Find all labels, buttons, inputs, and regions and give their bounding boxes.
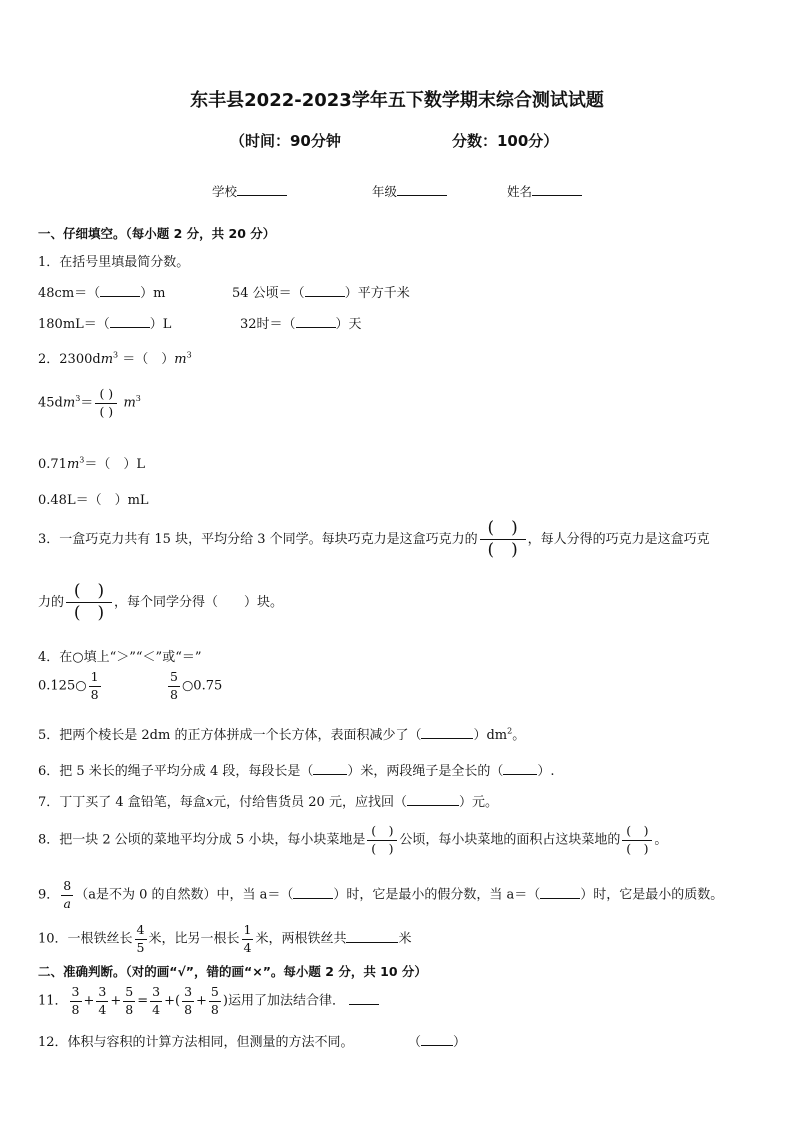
time-label: （时间：90分钟 (230, 132, 341, 150)
q8: 8．把一块 2 公顷的菜地平均分成 5 小块，每小块菜地是 $\frac{( )}{( )}$ 公顷，每小块菜地的面积占这块菜地的 $\frac{( )}{( )}$ 。 (38, 823, 668, 856)
q2-d: 0.48L＝（ ）mL (38, 493, 149, 508)
q4-text: 4．在○填上“＞”“＜”或“＝” (38, 650, 202, 665)
q3-line2: 力的 ( ) ( ) ，每个同学分得（ ）块。 (38, 581, 284, 623)
q12: 12．体积与容积的计算方法相同，但测量的方法不同。 (38, 1035, 354, 1050)
q2-a: 2．$2300dm^3$ ＝（ ）$m^3$ (38, 350, 192, 367)
q1-d: 32时＝（ ）天 (240, 317, 362, 332)
q2-b: $45dm^3=$ $\frac{( )}{( )}$ $m^3$ (38, 386, 141, 419)
section-1-heading: 一、仔细填空。（每小题 2 分，共 20 分） (38, 226, 276, 241)
q1-a: 48cm＝（ ）m (38, 286, 166, 301)
name-label: 姓名 (507, 184, 533, 199)
score-label: 分数：100分） (452, 132, 559, 150)
page-title: 东丰县2022-2023学年五下数学期末综合测试试题 (190, 90, 604, 111)
section-2-heading: 二、准确判断。（对的画“√”，错的画“×”。每小题 2 分，共 10 分） (38, 964, 427, 979)
q10: 10．一根铁丝长 $\frac{4}{5}$ 米，比另一根长 $\frac{1}{4}$ 米，两根铁丝共 米 (38, 922, 412, 955)
school-label: 学校 (212, 184, 238, 199)
grade-label: 年级 (372, 184, 398, 199)
q5: 5．把两个棱长是 2dm 的正方体拼成一个长方体，表面积减少了（ ）$dm^2$。 (38, 726, 526, 743)
q2-c: $0.71m^3=$（ ）L (38, 455, 146, 472)
q9: 9． $\frac{8}{a}$ （a是不为 0 的自然数）中，当 a＝（ ）时，它是最小的假分数，当 a＝（ ）时，它是最小的质数。 (38, 878, 724, 911)
q12-answer[interactable]: （ ） (408, 1035, 467, 1050)
q3-line1: 3．一盒巧克力共有 15 块，平均分给 3 个同学。每块巧克力是这盒巧克力的 ( ) ( ) ，每人分得的巧克力是这盒巧克 (38, 518, 710, 560)
q11: 11． $\frac{3}{8}$ + $\frac{3}{4}$ + $\frac{5}{8}$ = $\frac{3}{4}$ +( $\frac{3}{8}$ + $\frac{5}{8}$ )运用了加法结合律． (38, 986, 379, 1016)
q4-a: 0.125○ $\frac{1}{8}$ (38, 669, 99, 702)
name-field[interactable] (507, 182, 582, 200)
q6: 6．把 5 米长的绳子平均分成 4 段，每段长是（ ）米，两段绳子是全长的（ ）. (38, 764, 555, 779)
grade-field[interactable] (372, 182, 447, 200)
q1-c: 180mL＝（ ）L (38, 317, 172, 332)
q7: 7．丁丁买了 4 盒铅笔，每盒x元，付给售货员 20 元，应找回（ ）元。 (38, 795, 498, 810)
q1-b: 54 公顷＝（ ）平方千米 (232, 286, 410, 301)
q4-b: $\frac{5}{8}$ ○0.75 (170, 669, 223, 702)
q1-text: 1．在括号里填最简分数。 (38, 255, 190, 270)
school-field[interactable] (212, 182, 287, 200)
